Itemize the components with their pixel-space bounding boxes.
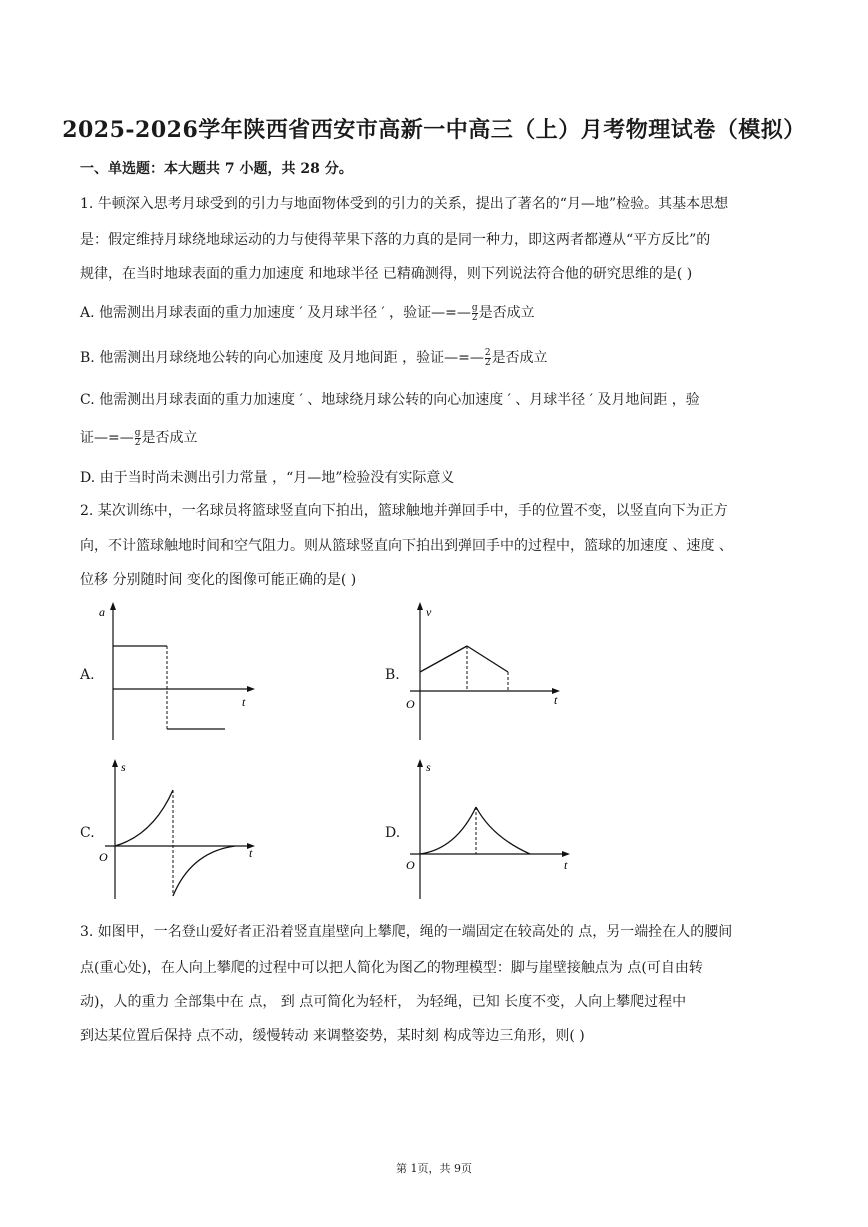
q2-graph-d[interactable] (400, 757, 580, 906)
q1-line-1: 1. 牛顿深入思考月球受到的引力与地面物体受到的引力的关系，提出了著名的“月—地”检验。其基本思想 (80, 196, 729, 212)
graph-c-x-label: t (249, 846, 253, 860)
q1-option-c-tail: 是否成立 (141, 430, 198, 446)
q3-line-2: 点(重心处)，在人向上攀爬的过程中可以把人简化为图乙的物理模型：脚与崖壁接触点为 点(可自由转 (80, 960, 703, 976)
fraction-numerator: g (134, 427, 141, 438)
q1-option-c-line-1[interactable]: C. 他需测出月球表面的重力加速度 ′ 、地球绕月球公转的向心加速度 ′ 、月球半径 ′ 及月地间距 ，验 (80, 392, 700, 408)
formula-dash: — (431, 305, 446, 321)
q1-option-b-text: B. 他需测出月球绕地公转的向心加速度 及月地间距 ，验证 (80, 350, 445, 366)
q2-line-2: 向，不计篮球触地时间和空气阻力。则从篮球竖直向下拍出到弹回手中的过程中，篮球的加速度 、速度 、 (80, 538, 733, 554)
q1-option-a-text: A. 他需测出月球表面的重力加速度 ′ 及月球半径 ′ ，验证 (80, 305, 432, 321)
graph-b-origin: O (406, 697, 415, 711)
formula-fraction (485, 349, 491, 368)
formula-dash: — (94, 430, 108, 446)
q1-option-a-tail: 是否成立 (478, 305, 535, 321)
fraction-numerator: g (471, 302, 478, 313)
graph-c-y-label: s (121, 760, 126, 774)
formula-dash-2: — (456, 305, 471, 321)
q2-graph-b[interactable] (400, 600, 570, 749)
q1-option-a[interactable] (80, 302, 535, 323)
graph-d-x-label: t (564, 858, 568, 872)
q1-option-d[interactable]: D. 由于当时尚未测出引力常量 ，“月—地”检验没有实际意义 (80, 470, 455, 486)
graph-b-y-label: v (426, 605, 432, 619)
formula-dash-2: — (469, 350, 484, 366)
q2-option-c-label[interactable]: C. (80, 825, 95, 841)
q1-line-3: 规律，在当时地球表面的重力加速度 和地球半径 已精确测得，则下列说法符合他的研究思维的是( ) (80, 266, 693, 282)
q1-option-c-line-2[interactable] (80, 427, 198, 448)
q2-line-1: 2. 某次训练中，一名球员将篮球竖直向下拍出，篮球触地并弹回手中，手的位置不变，以竖直向下为正方 (80, 503, 728, 519)
page-footer: 第 1页，共 9页 (396, 1162, 472, 1175)
fraction-denominator: 2 (484, 357, 491, 368)
q2-option-a-label[interactable]: A. (80, 667, 95, 683)
formula-fraction (135, 429, 141, 448)
formula-eq: = (445, 305, 457, 321)
formula-eq: = (108, 430, 120, 446)
formula-dash-2: — (119, 430, 134, 446)
section-heading: 一、单选题：本大题共 7 小题，共 28 分。 (80, 161, 353, 177)
q3-line-3: 动)，人的重力 全部集中在 点， 到 点可简化为轻杆， 为轻绳，已知 长度不变，人向上攀爬过程中 (80, 994, 687, 1010)
q3-line-4: 到达某位置后保持 点不动，缓慢转动 来调整姿势，某时刻 构成等边三角形，则( ) (80, 1028, 585, 1044)
q1-option-b[interactable] (80, 347, 548, 368)
graph-b-x-label: t (554, 693, 558, 707)
graph-d-origin: O (406, 858, 415, 872)
graph-a-y-label: a (99, 605, 105, 619)
fraction-denominator: 2 (134, 437, 141, 448)
q1-option-b-tail: 是否成立 (491, 350, 548, 366)
q2-line-3: 位移 分别随时间 变化的图像可能正确的是( ) (80, 572, 357, 588)
graph-c-origin: O (99, 850, 108, 864)
graph-d-y-label: s (426, 760, 431, 774)
q2-option-b-label[interactable]: B. (385, 667, 400, 683)
graph-a-x-label: t (242, 695, 246, 709)
page-title: 2025-2026学年陕西省西安市高新一中高三（上）月考物理试卷（模拟） (62, 117, 806, 143)
q2-option-d-label[interactable]: D. (385, 825, 401, 841)
q2-graph-c[interactable] (95, 757, 265, 906)
q3-line-1: 3. 如图甲，一名登山爱好者正沿着竖直崖壁向上攀爬，绳的一端固定在较高处的 点，另一端拴在人的腰间 (80, 924, 733, 940)
fraction-denominator: 2 (471, 312, 478, 323)
formula-eq: = (458, 350, 470, 366)
q2-graph-a[interactable] (95, 600, 265, 749)
formula-fraction (472, 304, 478, 323)
q1-option-c-text: 证 (80, 430, 94, 446)
q1-line-2: 是：假定维持月球绕地球运动的力与使得苹果下落的力真的是同一种力，即这两者都遵从“平方反比”的 (80, 232, 711, 248)
formula-dash: — (444, 350, 459, 366)
fraction-numerator: 2 (484, 347, 491, 358)
